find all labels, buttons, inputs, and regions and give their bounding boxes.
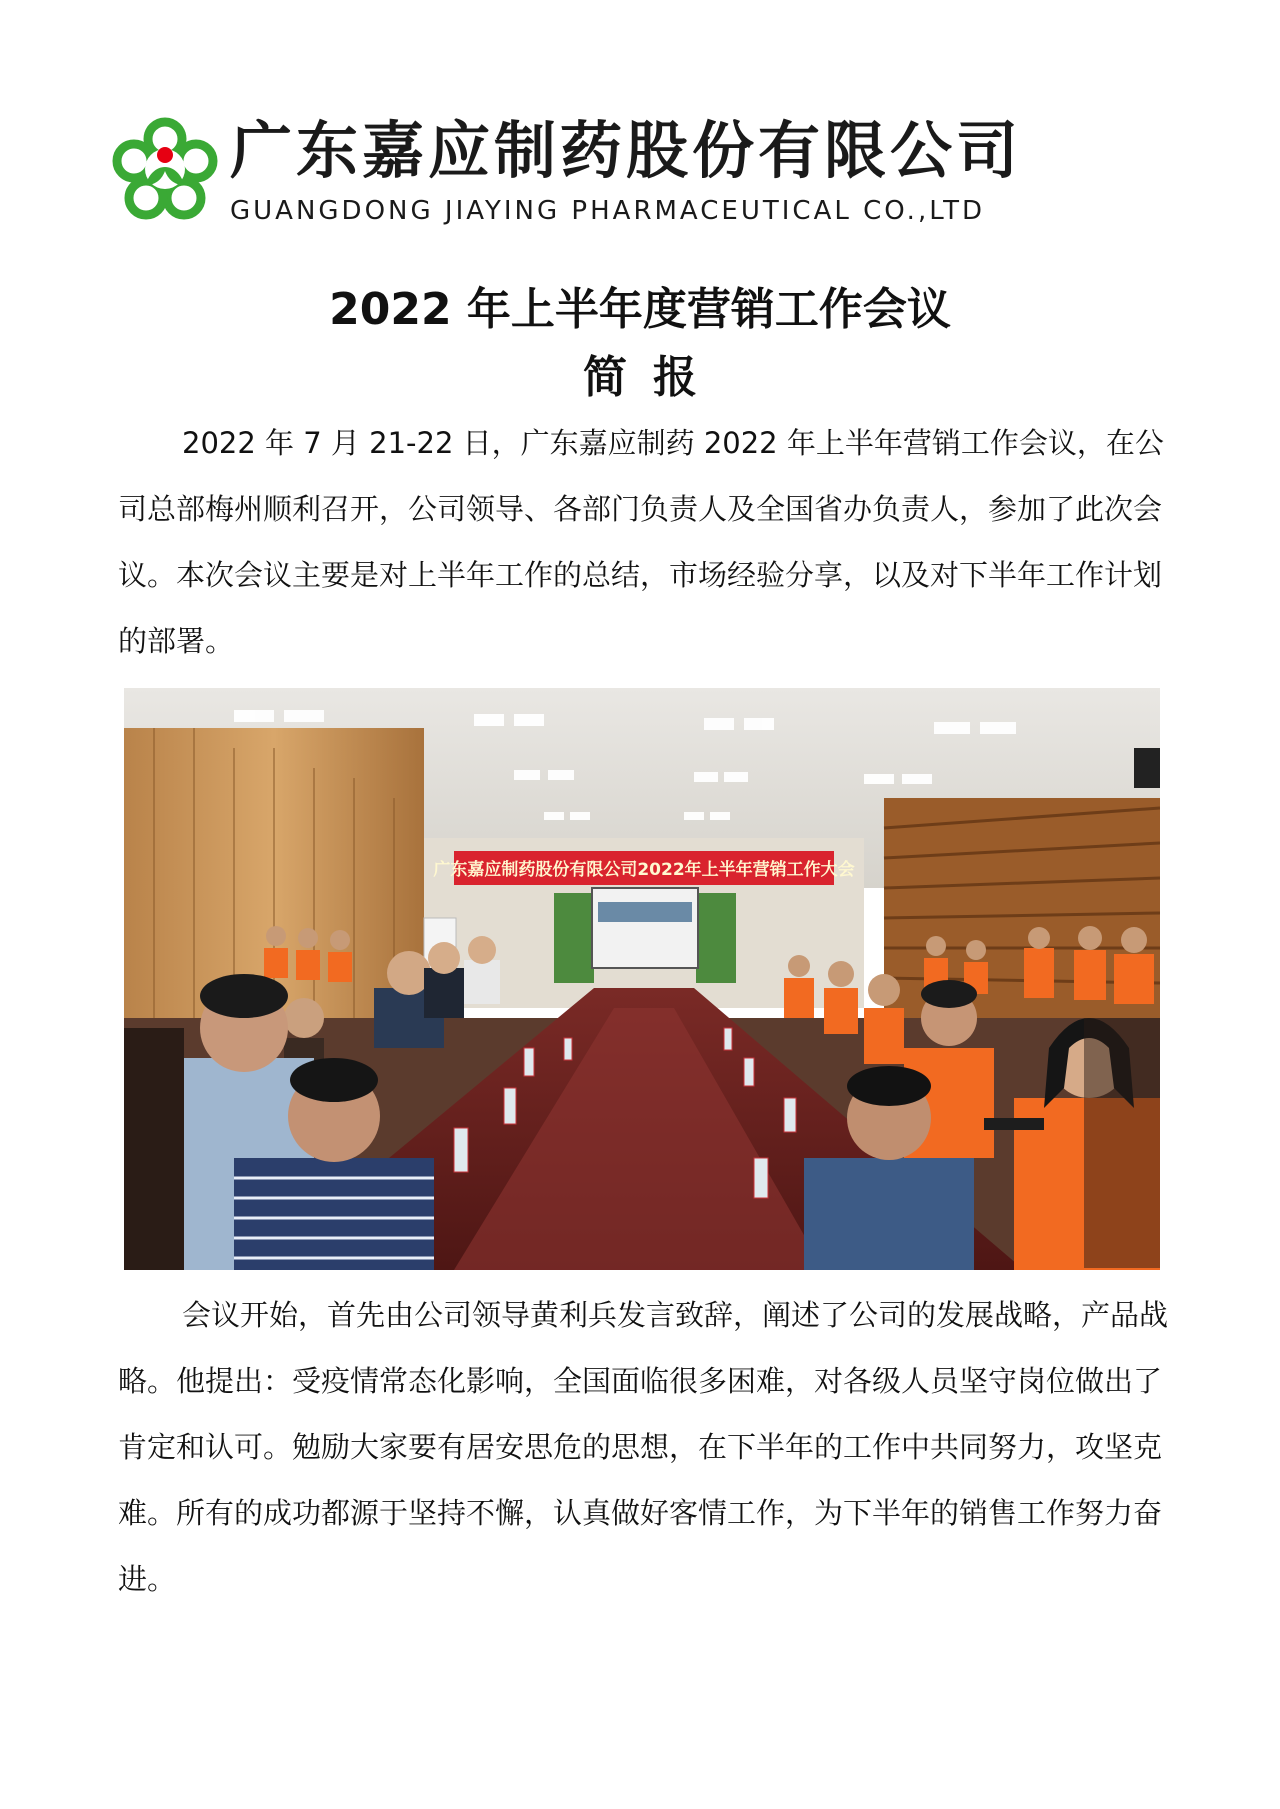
flower-logo-icon [112, 115, 218, 223]
speech-paragraph: 会议开始，首先由公司领导黄利兵发言致辞，阐述了公司的发展战略，产品战略。他提出：受疫情常态化影响，全国面临很多困难，对各级人员坚守岗位做出了肯定和认可。勉励大家要有居安思危的思想，在下半年的工作中共同努力，攻坚克难。所有的成功都源于坚持不懈，认真做好客情工作，为下半年的销售工作努力奋进。 [118, 1298, 1169, 1596]
meeting-banner: 广东嘉应制药股份有限公司2022年上半年营销工作大会 [433, 860, 855, 880]
document-subtitle: 简报 [583, 352, 723, 403]
document-title: 2022 年上半年度营销工作会议 [329, 284, 951, 335]
company-name-en: GUANGDONG JIAYING PHARMACEUTICAL CO.,LTD [230, 196, 986, 226]
intro-paragraph: 2022 年 7 月 21-22 日，广东嘉应制药 2022 年上半年营销工作会议，在公司总部梅州顺利召开，公司领导、各部门负责人及全国省办负责人，参加了此次会议。本次会议主要是对上半年工作的总结，市场经验分享，以及对下半年工作计划的部署。 [118, 426, 1164, 658]
company-name-cn: 广东嘉应制药股份有限公司 [230, 114, 1023, 187]
letterhead [112, 112, 1112, 232]
meeting-photo [124, 688, 1160, 1270]
